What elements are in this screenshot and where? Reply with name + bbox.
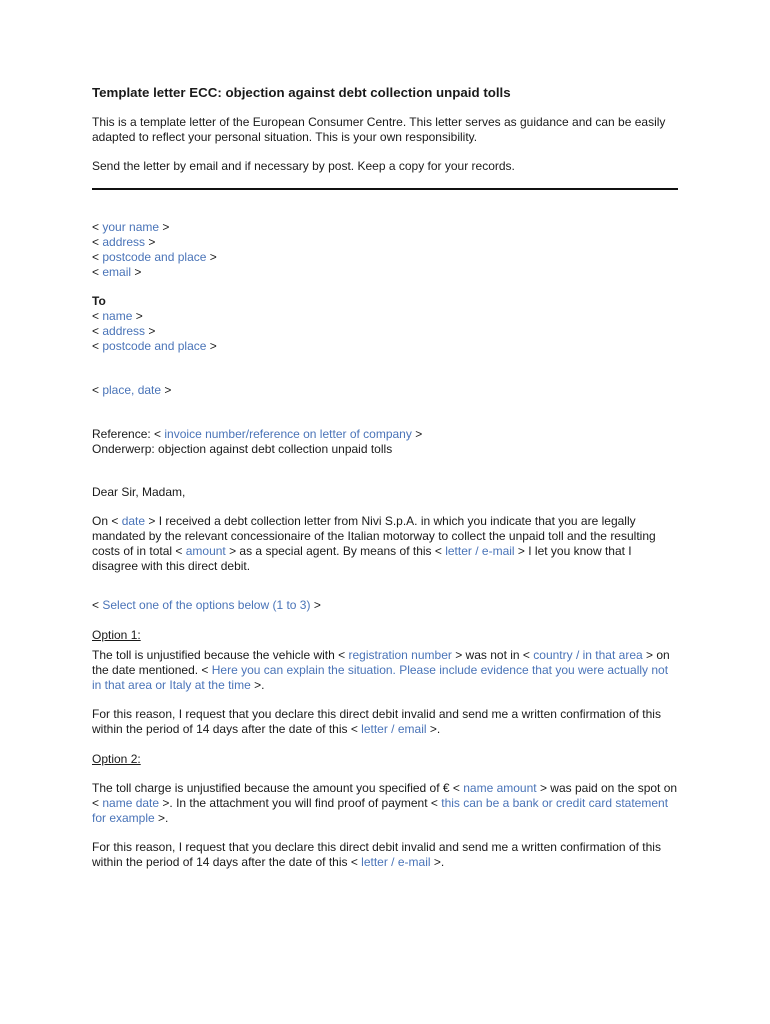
option1-text-2: was not in [462,648,523,662]
intro-paragraph: This is a template letter of the European Consumer Centre. This letter serves as guidance and can be easily adapted to reflect your personal situation. This is your own responsibility. [92,115,666,144]
recipient-address-line: < address > [92,324,156,338]
document-title: Template letter ECC: objection against debt collection unpaid tolls [92,85,511,100]
sender-name-placeholder: your name [102,220,160,234]
sender-postcode-placeholder: postcode and place [102,250,207,264]
sender-block [92,220,680,280]
letter-content [92,84,680,870]
recipient-block [92,294,680,354]
option2-request-text: For this reason, I request that you declare this direct debit invalid and send me a written confirmation of this within the period of 14 days after the date of this [92,840,661,869]
country-placeholder: country / in that area [533,648,643,662]
reference-label: Reference: [92,427,151,441]
date-placeholder: date [121,514,146,528]
salutation: Dear Sir, Madam, [92,485,186,499]
place-date-placeholder: place, date [102,383,162,397]
option1-text-3: on the date mentioned. [92,648,670,677]
payment-proof-placeholder: this can be a bank or credit card statement for example [92,796,669,825]
option2-text-1: The toll charge is unjustified because the amount you specified of € [92,781,453,795]
option1-text-4: . [261,678,265,692]
sender-name-line: < your name > [92,220,170,234]
body-paragraph: On < date > I received a debt collection letter from Nivi S.p.A. in which you indicate that you are legally mandated by the relevant concessionaire of the Italian motorway to collect the unpaid toll and the resulting costs of in total < amount > as a special agent. By means of this < letter / e-mail > I let you know that I disagree with this direct debit. [92,514,656,573]
send-note: Send the letter by email and if necessary by post. Keep a copy for your records. [92,159,515,173]
body-text-2: I received a debt collection letter from Nivi S.p.A. in which you indicate that you are legally mandated by the relevant concessionaire of the Italian motorway to collect the unpaid toll and the resulting costs of in total [92,514,656,558]
registration-placeholder: registration number [348,648,452,662]
option1-text-1: The toll is unjustified because the vehicle with [92,648,339,662]
option2-request: For this reason, I request that you declare this direct debit invalid and send me a written confirmation of this within the period of 14 days after the date of this < letter / e-mail >. [92,840,661,869]
option1-request: For this reason, I request that you declare this direct debit invalid and send me a written confirmation of this within the period of 14 days after the date of this < letter / email >. [92,707,661,736]
name-amount-placeholder: name amount [463,781,537,795]
option2-request-end: . [440,855,445,869]
option1-paragraph: The toll is unjustified because the vehicle with < registration number > was not in < country / in that area > on the date mentioned. < Here you can explain the situation. Please include evidence that you were actually not in that area or Italy at the time >. [92,648,670,692]
amount-placeholder: amount [185,544,226,558]
name-date-placeholder: name date [102,796,160,810]
select-options-placeholder: Select one of the options below (1 to 3) [102,598,311,612]
place-date-line: < place, date > [92,383,172,397]
option2-letter-placeholder: letter / e-mail [361,855,431,869]
sender-address-placeholder: address [102,235,146,249]
recipient-postcode-line: < postcode and place > [92,339,217,353]
letter-email-placeholder: letter / e-mail [445,544,515,558]
option1-label: Option 1: [92,628,141,642]
option2-label: Option 2: [92,752,141,766]
sender-address-line: < address > [92,235,156,249]
to-label: To [92,294,106,308]
option1-letter-placeholder: letter / email [361,722,427,736]
body-text-1: On [92,514,112,528]
option1-request-text: For this reason, I request that you declare this direct debit invalid and send me a written confirmation of this within the period of 14 days after the date of this [92,707,661,736]
subject-line: Onderwerp: objection against debt collection unpaid tolls [92,442,393,456]
body-text-3: as a special agent. By means of this [236,544,435,558]
recipient-address-placeholder: address [102,324,146,338]
option2-text-3: . In the attachment you will find proof of payment [169,796,431,810]
option1-request-end: . [436,722,441,736]
option2-text-4: . [165,811,169,825]
explanation-placeholder: Here you can explain the situation. Please include evidence that you were actually not in that area or Italy at the time [92,663,669,692]
sender-postcode-line: < postcode and place > [92,250,217,264]
sender-email-placeholder: email [102,265,132,279]
sender-email-line: < email > [92,265,142,279]
option2-text-2: was paid on the spot on [546,781,678,795]
option2-paragraph: The toll charge is unjustified because the amount you specified of € < name amount > was paid on the spot on < name date >. In the attachment you will find proof of payment < this can be a bank or credit card statement for example >. [92,781,678,825]
recipient-name-line: < name > [92,309,143,323]
recipient-name-placeholder: name [102,309,133,323]
body-text-4: I let you know that I disagree with this direct debit. [92,544,632,573]
reference-placeholder: invoice number/reference on letter of company [164,427,412,441]
select-options-line: < Select one of the options below (1 to 3) > [92,598,321,612]
reference-line: Reference: < invoice number/reference on letter of company > [92,427,423,441]
recipient-postcode-placeholder: postcode and place [102,339,207,353]
divider-rule [92,188,678,190]
